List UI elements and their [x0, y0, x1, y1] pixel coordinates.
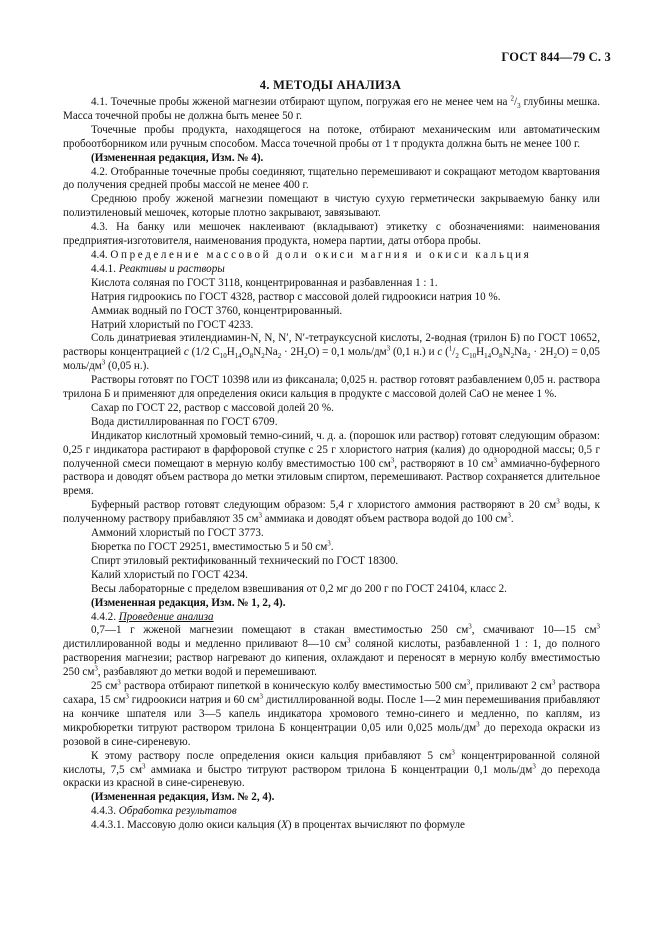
- amendment-note: (Измененная редакция, Изм. № 2, 4).: [91, 791, 275, 804]
- subsection-4-4-1: 4.4.1. Реактивы и растворы: [91, 262, 225, 275]
- reagent-item: Весы лабораторные с пределом взвешивания от 0,2 мг до 200 г по ГОСТ 24104, класс 2.: [91, 582, 507, 595]
- reagent-item: Натрий хлористый по ГОСТ 4233.: [91, 318, 254, 331]
- reagent-item: Аммоний хлористый по ГОСТ 3773.: [91, 527, 264, 540]
- paragraph: Среднюю пробу жженой магнезии помещают в чистую сухую герметически закрываемую банку или полиэтиленовый мешочек, которые плотно закрывают, завязывают.: [63, 193, 600, 220]
- reagent-item: Сахар по ГОСТ 22, раствор с массовой долей 20 %.: [91, 401, 334, 414]
- reagent-item: Растворы готовят по ГОСТ 10398 или из фиксанала; 0,025 н. раствор готовят разбавлением 0,05 н. раствора трилона Б и применяют для определения окиси кальция в продукте с массовой долей CaO не менее 1 %.: [63, 374, 600, 401]
- paragraph-4-1: 4.1. Точечные пробы жженой магнезии отбирают щупом, погружая его не менее чем на $^2/_3$ глубины мешка. Масса точечной пробы не должна быть менее 50 г.: [63, 94, 600, 122]
- paragraph-4-4: 4.4. Определение массовой доли окиси магния и окиси кальция: [91, 248, 532, 261]
- reagent-item: Калий хлористый по ГОСТ 4234.: [91, 568, 248, 581]
- reagent-item-trilon: Соль динатриевая этилендиамин-N, N, N′, N′-тетрауксусной кислоты, 2-водная (трилон Б) по ГОСТ 10652, растворы концентрацией c (1/2 $C_{10}H_{14}O_8N_2Na_2 \cdot 2H_2O) = 0,1$ моль/$дм^3$ (0,1 н.) и c ($^1/_2$ $C_{10}H_{14}O_8N_2Na_2 \cdot 2H_2O) = 0,05$ моль/$дм^3$ (0,05 н.).: [63, 332, 600, 373]
- reagent-item: Индикатор кислотный хромовый темно-синий, ч. д. а. (порошок или раствор) готовят следующим образом: 0,25 г индикатора растирают в фарфоровой ступке с 25 г хлористого натрия (калия) до однородной массы; 0,5 г полученной смеси помещают в мерную колбу вместимостью 100 $см^3$, растворяют в 10 $см^3$ аммиачно-буферного раствора и доводят объем раствора до метки этиловым спиртом, перемешивают. Раствор сохраняется длительное время.: [63, 429, 600, 498]
- reagent-item: Аммиак водный по ГОСТ 3760, концентрированный.: [91, 304, 343, 317]
- running-head: ГОСТ 844—79 С. 3: [501, 50, 611, 64]
- reagent-item: Бюретка по ГОСТ 29251, вместимостью 5 и 50 $см^3$.: [91, 539, 334, 553]
- paragraph-4-2: 4.2. Отобранные точечные пробы соединяют, тщательно перемешивают и сокращают методом квартования до получения средней пробы массой не менее 400 г.: [63, 165, 600, 192]
- reagent-item: Кислота соляная по ГОСТ 3118, концентрированная и разбавленная 1 : 1.: [91, 276, 438, 289]
- document-body: [63, 96, 600, 833]
- reagent-item: Натрия гидроокись по ГОСТ 4328, раствор с массовой долей гидроокиси натрия 10 %.: [91, 290, 501, 303]
- amendment-note: (Измененная редакция, Изм. № 1, 2, 4).: [91, 596, 286, 609]
- reagent-item: Спирт этиловый ректификованный технический по ГОСТ 18300.: [91, 554, 399, 567]
- subsection-4-4-2: 4.4.2. Проведение анализа: [91, 610, 214, 623]
- procedure-paragraph: К этому раствору после определения окиси кальция прибавляют 5 $см^3$ концентрированной соляной кислоты, 7,5 $см^3$ аммиака и быстро титруют раствором трилона Б концентрации 0,1 моль/$дм^3$ до перехода окраски из красной в сине-сиреневую.: [63, 747, 601, 790]
- section-title: 4. МЕТОДЫ АНАЛИЗА: [259, 78, 402, 92]
- procedure-paragraph: 0,7—1 г жженой магнезии помещают в стакан вместимостью 250 $см^3$, смачивают 10—15 $см^3$ дистиллированной воды и медленно приливают 8—10 $см^3$ соляной кислоты, разбавленной 1 : 1, до полного растворения магнезии; раствор нагревают до кипения, охлаждают и переносят в мерную колбу вместимостью 250 $см^3$, разбавляют до метки водой и перемешивают.: [63, 622, 601, 679]
- amendment-note: (Измененная редакция, Изм. № 4).: [91, 151, 264, 164]
- paragraph-4-4-3-1: 4.4.3.1. Массовую долю окиси кальция (X) в процентах вычисляют по формуле: [91, 819, 465, 832]
- subsection-4-4-3: 4.4.3. Обработка результатов: [91, 805, 237, 818]
- paragraph-4-3: 4.3. На банку или мешочек наклеивают (вкладывают) этикетку с обозначениями: наименования предприятия-изготовителя, наименования продукта, номера партии, даты отбора пробы.: [63, 221, 600, 248]
- reagent-item: Буферный раствор готовят следующим образом: 5,4 г хлористого аммония растворяют в 20 $см^3$ воды, к полученному раствору прибавляют 35 $см^3$ аммиака и доводят объем раствора водой до 100 $см^3$.: [63, 497, 600, 526]
- reagent-item: Вода дистиллированная по ГОСТ 6709.: [91, 415, 278, 428]
- paragraph: Точечные пробы продукта, находящегося на потоке, отбирают механическим или автоматическим пробоотборником или ручным способом. Масса точечной пробы от 1 т продукта должна быть не менее 100 г.: [63, 123, 600, 150]
- procedure-paragraph: 25 $см^3$ раствора отбирают пипеткой в коническую колбу вместимостью 500 $см^3$, приливают 2 $см^3$ раствора сахара, 15 $см^3$ гидроокиси натрия и 60 $см^3$ дистиллированной воды. После 1—2 мин перемешивания прибавляют на кончике шпателя или 3—5 капель индикатора хромового темно-синего и медленно, по каплям, из микробюретки титруют раствором трилона Б концентрации 0,05 или 0,025 моль/$дм^3$ до перехода окраски из розовой в сине-сиреневую.: [63, 678, 601, 748]
